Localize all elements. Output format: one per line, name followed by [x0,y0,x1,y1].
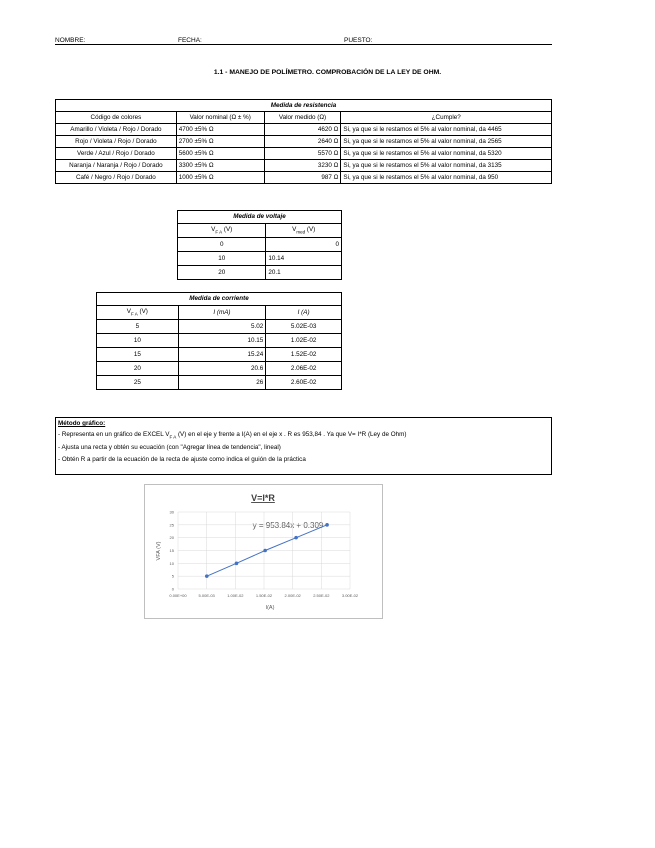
ohm-chart [145,485,382,618]
vfa-header: $V_{F A}$ (V) [178,224,266,238]
measured-cell: 987 Ω [264,172,341,184]
vmed-header: $V_{med}$ (V) [266,224,342,238]
x-tick-label: 0.00E+00 [169,593,187,598]
table-row [97,320,342,334]
data-point [263,549,267,553]
plot-area [169,510,359,599]
ma-cell: 26 [178,376,266,390]
method-step-1: - Representa en un gráfico de EXCEL $V_{F A}$ (V) en el eje y frente a I(A) en el eje x . R es 953,84 . Ya que V= I*R (Ley de Ohm) [58,431,407,440]
current-caption: Medida de corriente [97,293,342,306]
y-tick-label: 15 [169,548,174,553]
method-title: Método gráfico: [58,420,106,427]
header-underline [55,44,552,45]
table-row [97,362,342,376]
voltage-table [177,210,342,280]
vmed-cell: 20.1 [266,266,342,280]
method-box [55,417,552,475]
vmed-cell: 10.14 [266,252,342,266]
ma-header: I (mA) [178,306,266,320]
x-tick-label: 2.00E-02 [284,593,301,598]
current-table [96,292,342,390]
table-row [97,348,342,362]
vfa-cell: 15 [97,348,179,362]
data-point [205,574,209,578]
y-tick-label: 0 [171,586,174,592]
y-tick-label: 25 [169,522,174,528]
vfa-cell: 0 [178,238,266,252]
ma-cell: 20.6 [178,362,266,376]
complies-cell: Si, ya que si le restamos el 5% al valor nominal, da 5320 [341,148,552,160]
data-point [294,536,298,540]
table-row [178,252,342,266]
x-tick-label: 3.00E-02 [341,593,359,598]
vfa-cell: 20 [97,362,179,376]
y-tick-label: 10 [169,560,174,566]
color-code-cell: Naranja / Naranja / Rojo / Dorado [56,160,177,172]
color-code-cell: Verde / Azul / Rojo / Dorado [56,148,177,160]
y-tick-label: 30 [169,509,174,515]
col-header: Valor medido (Ω) [264,112,341,124]
vfa-header: $V_{F A}$ (V) [97,306,179,320]
color-code-cell: Amarillo / Violeta / Rojo / Dorado [56,124,177,136]
table-row [56,160,552,172]
ma-cell: 15.24 [178,348,266,362]
col-header: ¿Cumple? [341,112,552,124]
measured-cell: 5570 Ω [264,148,341,160]
x-tick-label: 1.00E-02 [227,593,244,598]
complies-cell: Si, ya que si le restamos el 5% al valor nominal, da 4465 [341,124,552,136]
a-header: I (A) [266,306,342,320]
vmed-cell: 0 [266,238,342,252]
fecha-label: FECHA: [178,37,202,44]
table-row [97,334,342,348]
vfa-cell: 20 [178,266,266,280]
x-tick-label: 1.50E-02 [255,593,273,598]
color-code-cell: Café / Negro / Rojo / Dorado [56,172,177,184]
resistance-caption: Medida de resistencia [56,100,552,112]
a-cell: 1.02E-02 [266,334,342,348]
nominal-cell: 4700 ±5% Ω [176,124,264,136]
method-step-2: - Ajusta una recta y obtén su ecuación (con "Agregar línea de tendencia", lineal) [58,443,281,451]
voltage-caption: Medida de voltaje [178,211,342,224]
puesto-label: PUESTO: [344,37,373,44]
ma-cell: 10.15 [178,334,266,348]
table-row [56,172,552,184]
complies-cell: Si, ya que si le restamos el 5% al valor nominal, da 2565 [341,136,552,148]
col-header: Código de colores [56,112,177,124]
y-tick-label: 20 [169,535,174,541]
table-row [178,266,342,280]
measured-cell: 3230 Ω [264,160,341,172]
measured-cell: 2640 Ω [264,136,341,148]
x-axis-label: I(A) [265,605,275,611]
page-title: 1.1 - MANEJO DE POLÍMETRO. COMPROBACIÓN DE LA LEY DE OHM. [213,69,442,76]
vfa-cell: 10 [97,334,179,348]
vfa-cell: 10 [178,252,266,266]
nominal-cell: 3300 ±5% Ω [176,160,264,172]
data-point [325,523,329,527]
a-cell: 2.06E-02 [266,362,342,376]
nominal-cell: 1000 ±5% Ω [176,172,264,184]
y-tick-label: 5 [171,573,174,579]
method-step-3: - Obtén R a partir de la ecuación de la recta de ajuste como indica el guión de la práctica [58,456,306,463]
a-cell: 2.60E-02 [266,376,342,390]
complies-cell: Si, ya que si le restamos el 5% al valor nominal, da 950 [341,172,552,184]
nominal-cell: 5600 ±5% Ω [176,148,264,160]
chart-title: V=I*R [251,493,275,503]
col-header: Valor nominal (Ω ± %) [176,112,264,124]
x-tick-label: 5.00E-03 [198,593,215,598]
vfa-cell: 5 [97,320,179,334]
vfa-cell: 25 [97,376,179,390]
table-row [56,148,552,160]
x-tick-label: 2.50E-02 [313,593,330,598]
chart-container [144,484,383,619]
nominal-cell: 2700 ±5% Ω [176,136,264,148]
data-point [235,562,239,566]
nombre-label: NOMBRE: [55,37,86,44]
table-row [97,376,342,390]
y-axis-label: VFA (V) [156,541,162,561]
table-row [178,238,342,252]
resistance-table [55,99,552,184]
complies-cell: Si, ya que si le restamos el 5% al valor nominal, da 3135 [341,160,552,172]
table-row [56,136,552,148]
a-cell: 5.02E-03 [266,320,342,334]
a-cell: 1.52E-02 [266,348,342,362]
table-row [56,124,552,136]
ma-cell: 5.02 [178,320,266,334]
measured-cell: 4620 Ω [264,124,341,136]
trendline-equation: y = 953.84x + 0.309 [252,521,324,530]
color-code-cell: Rojo / Violeta / Rojo / Dorado [56,136,177,148]
